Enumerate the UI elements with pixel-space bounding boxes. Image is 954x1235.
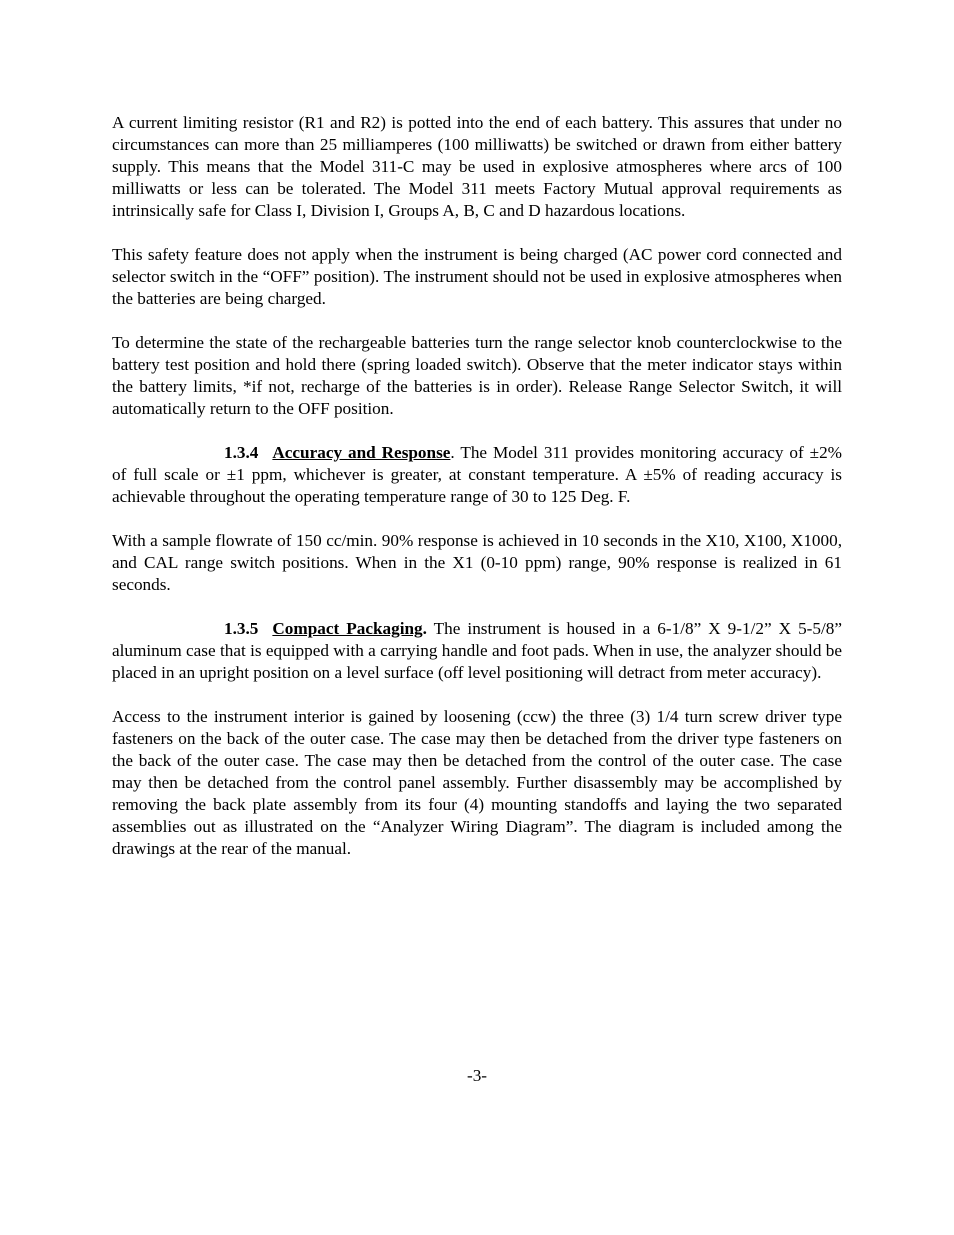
section-title-period: .: [422, 619, 427, 638]
paragraph-instrument-access: Access to the instrument interior is gained by loosening (ccw) the three (3) 1/4 turn screw driver type fasteners on the back of the outer case. The case may then be detached from the driver type fasteners on the back of the outer case. The case may then be detached from the control of the outer case. The case may then be detached from the control panel assembly. Further disassembly may be accomplished by removing the back plate assembly from its four (4) mounting standoffs and laying the two separated assemblies out as illustrated on the “Analyzer Wiring Diagram”. The diagram is included among the drawings at the rear of the manual.: [112, 707, 842, 858]
paragraph-battery-state: To determine the state of the rechargeable batteries turn the range selector knob counterclockwise to the battery test position and hold there (spring loaded switch). Observe that the meter indicator stays within the battery limits, *if not, recharge of the batteries is in order). Release Range Selector Switch, it will automatically return to the OFF position.: [112, 333, 842, 418]
paragraph-current-limiting-resistor: A current limiting resistor (R1 and R2) is potted into the end of each battery. This assures that under no circumstances can more than 25 milliamperes (100 milliwatts) be switched or drawn from either battery supply. This means that the Model 311-C may be used in explosive atmospheres where arcs of 100 milliwatts or less can be tolerated. The Model 311 meets Factory Mutual approval requirements as intrinsically safe for Class I, Division I, Groups A, B, C and D hazardous locations.: [112, 113, 842, 220]
section-number: 1.3.5: [224, 619, 259, 638]
section-title-compact-packaging: Compact Packaging: [272, 619, 423, 638]
document-body: [112, 112, 842, 882]
page-number: -3-: [466, 1066, 488, 1085]
section-number: 1.3.4: [224, 443, 259, 462]
section-1-3-5: [112, 618, 842, 684]
paragraph-sample-flowrate: With a sample flowrate of 150 cc/min. 90% response is achieved in 10 seconds in the X10, X100, X1000, and CAL range switch positions. When in the X1 (0-10 ppm) range, 90% response is realized in 61 seconds.: [112, 531, 842, 594]
section-text: . The Model 311 provides monitoring accuracy of ±2% of full scale or ±1 ppm, whichever is greater, at constant temperature. A ±5% of reading accuracy is achievable throughout the operating temperature range of 30 to 125 Deg. F.: [112, 443, 842, 506]
section-text: The instrument is housed in a 6-1/8” X 9-1/2” X 5-5/8” aluminum case that is equipped with a carrying handle and foot pads. When in use, the analyzer should be placed in an upright position on a level surface (off level positioning will detract from meter accuracy).: [112, 619, 842, 682]
paragraph-safety-feature: This safety feature does not apply when the instrument is being charged (AC power cord connected and selector switch in the “OFF” position). The instrument should not be used in explosive atmospheres when the batteries are being charged.: [112, 245, 842, 308]
section-title-accuracy-and-response: Accuracy and Response: [272, 443, 451, 462]
section-1-3-4: [112, 442, 842, 508]
